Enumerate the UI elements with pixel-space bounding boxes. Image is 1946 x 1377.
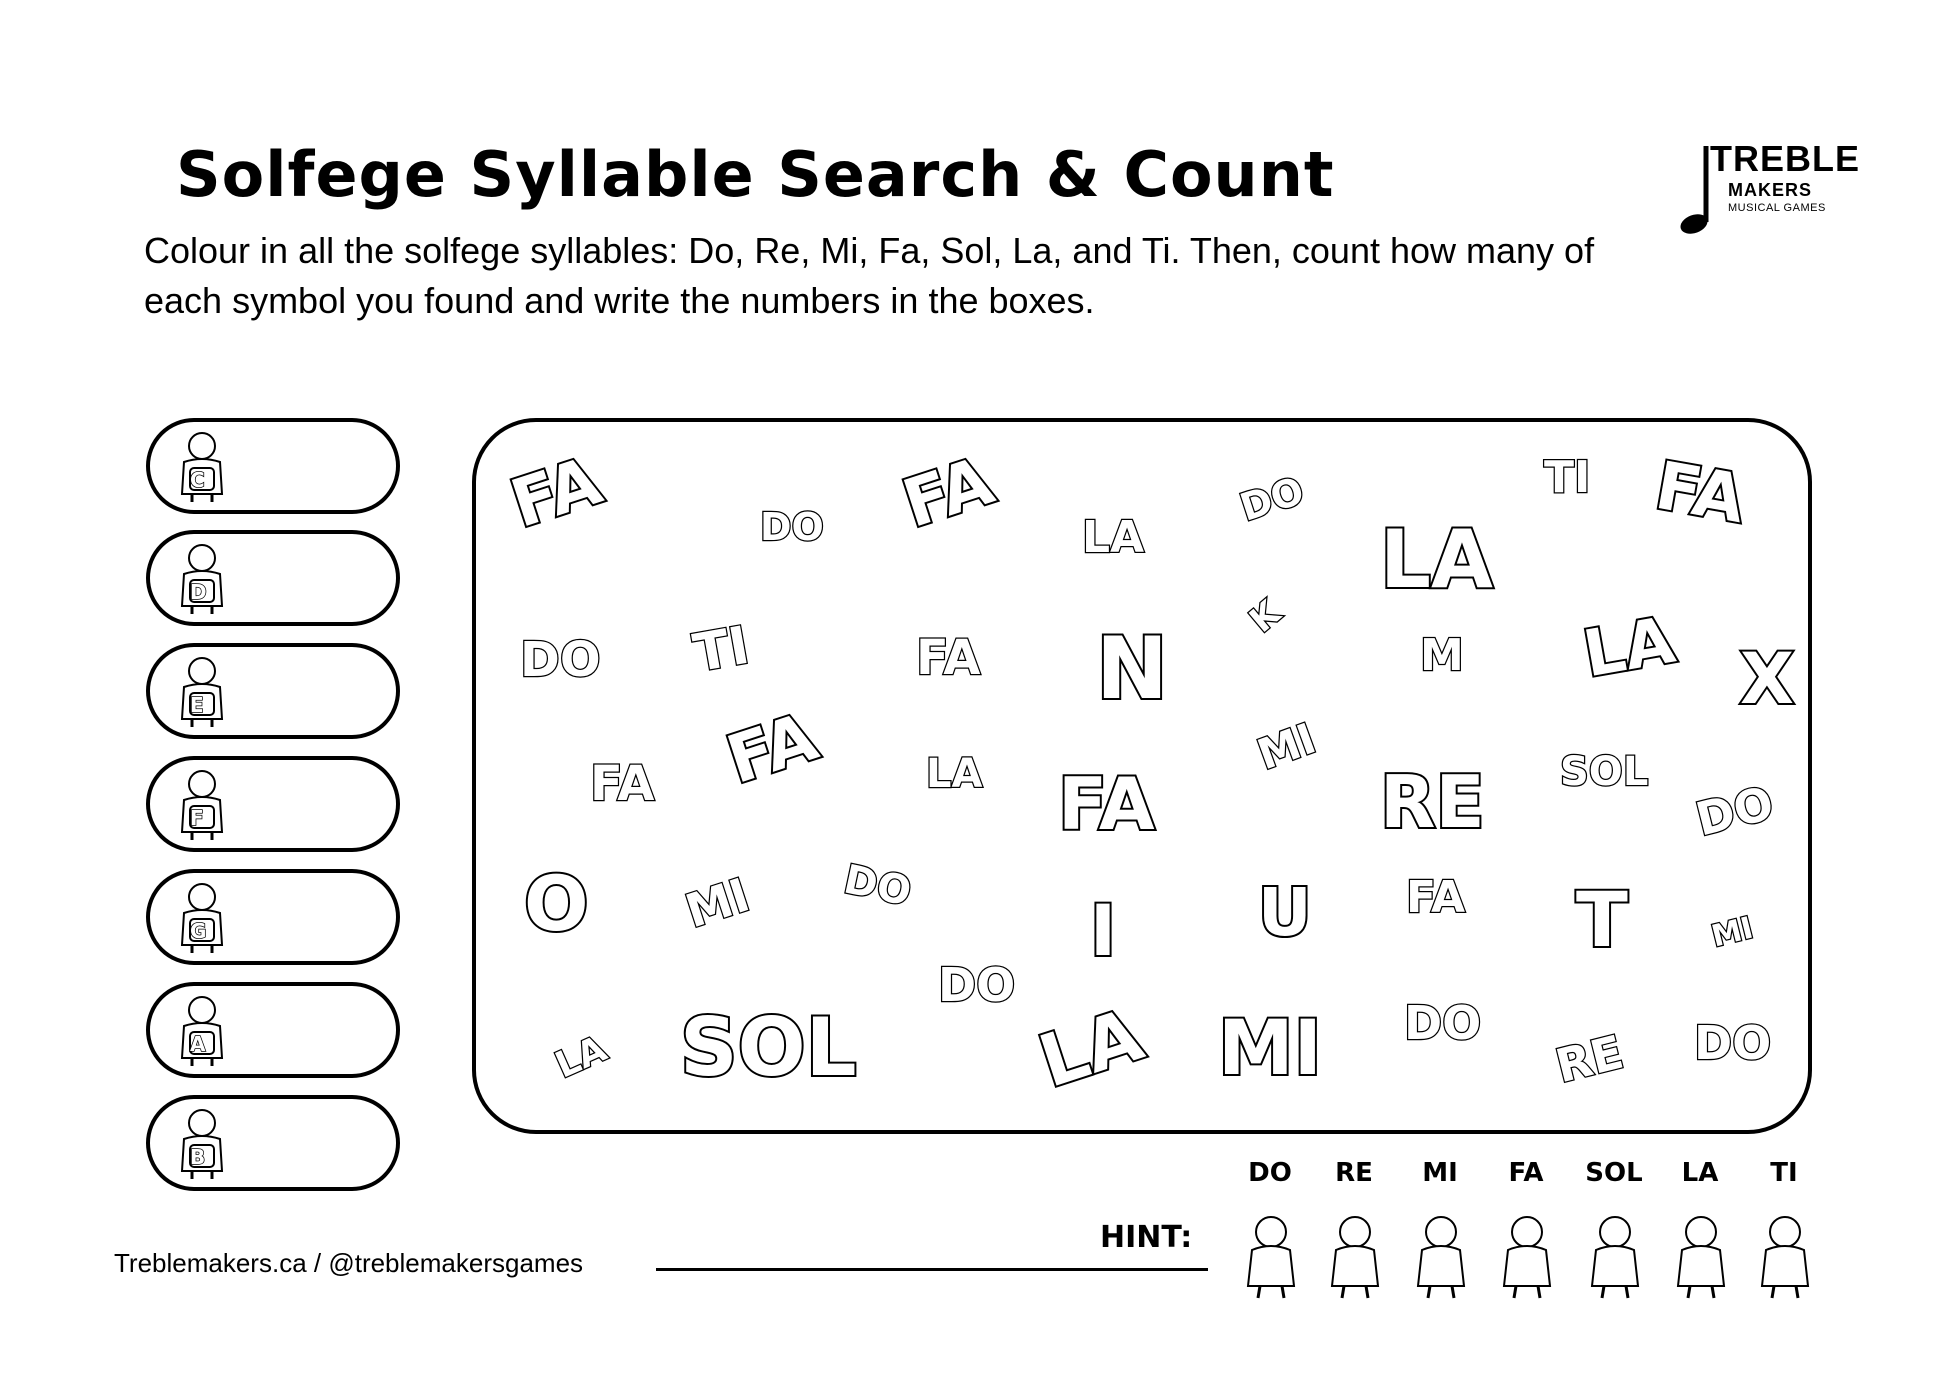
syllable-fa[interactable]: FA <box>1058 762 1155 846</box>
syllable-o[interactable]: O <box>524 859 589 948</box>
character-icon <box>164 540 240 616</box>
syllable-ti[interactable]: TI <box>689 615 754 685</box>
treblemakers-logo <box>1670 138 1860 238</box>
answer-box-f[interactable] <box>146 756 400 852</box>
syllable-mi[interactable]: MI <box>1218 1003 1322 1092</box>
syllable-do[interactable]: DO <box>1404 996 1482 1050</box>
answer-box-letter: C <box>190 468 205 492</box>
syllable-do[interactable]: DO <box>1690 775 1779 847</box>
syllable-fa[interactable]: FA <box>916 630 981 686</box>
logo-line1: TREBLE <box>1710 138 1860 179</box>
page-title: Solfege Syllable Search & Count <box>176 138 1335 211</box>
character-icon <box>1664 1210 1738 1300</box>
answer-box-g[interactable] <box>146 869 400 965</box>
answer-box-c[interactable] <box>146 418 400 514</box>
footer-rule <box>656 1268 1208 1271</box>
syllable-u[interactable]: U <box>1258 874 1312 951</box>
instructions: Colour in all the solfege syllables: Do, Re, Mi, Fa, Sol, La, and Ti. Then, count how many of each symbol you found and write the numbers in the boxes. <box>144 230 1595 321</box>
hint-label-sol: SOL <box>1585 1158 1643 1188</box>
hint-character-ti <box>1748 1210 1822 1300</box>
syllable-mi[interactable]: MI <box>679 867 756 939</box>
character-icon <box>1234 1210 1308 1300</box>
hint-character-la <box>1664 1210 1738 1300</box>
character-icon <box>164 428 240 504</box>
hint-label-la: LA <box>1681 1158 1719 1188</box>
character-icon <box>1404 1210 1478 1300</box>
character-icon <box>164 879 240 955</box>
syllable-x[interactable]: X <box>1740 638 1794 720</box>
syllable-la[interactable]: LA <box>549 1028 613 1087</box>
answer-box-a[interactable] <box>146 982 400 1078</box>
answer-box-d[interactable] <box>146 530 400 626</box>
syllable-do[interactable]: DO <box>1234 468 1310 530</box>
answer-box-letter: G <box>190 919 207 943</box>
character-icon <box>164 1105 240 1181</box>
hint-character-re <box>1318 1210 1392 1300</box>
syllable-ti[interactable]: TI <box>1544 452 1591 503</box>
character-icon <box>164 992 240 1068</box>
syllable-la[interactable]: LA <box>1029 992 1153 1104</box>
syllable-sol[interactable]: SOL <box>680 1001 857 1094</box>
answer-box-letter: B <box>190 1145 206 1169</box>
hint-label-ti: TI <box>1770 1158 1798 1188</box>
footer-credit: Treblemakers.ca / @treblemakersgames <box>114 1248 584 1278</box>
syllable-fa[interactable]: FA <box>718 698 827 799</box>
syllable-sol[interactable]: SOL <box>1560 749 1649 795</box>
hint-label-fa: FA <box>1508 1158 1544 1188</box>
hint-label-do: DO <box>1248 1158 1292 1188</box>
character-icon <box>1578 1210 1652 1300</box>
syllable-do[interactable]: DO <box>520 632 601 688</box>
syllable-n[interactable]: N <box>1096 619 1168 719</box>
hint-character-fa <box>1490 1210 1564 1300</box>
syllable-la[interactable]: LA <box>1578 603 1681 693</box>
answer-box-letter: A <box>190 1032 206 1056</box>
answer-box-e[interactable] <box>146 643 400 739</box>
syllable-fa[interactable]: FA <box>894 442 1003 543</box>
hint-character-do <box>1234 1210 1308 1300</box>
logo-line2: MAKERS <box>1728 180 1813 200</box>
syllable-do[interactable]: DO <box>760 505 824 549</box>
answer-box-letter: D <box>190 580 207 604</box>
hint-label: HINT: <box>1100 1220 1193 1255</box>
syllable-i[interactable]: I <box>1090 890 1117 972</box>
syllable-fa[interactable]: FA <box>590 756 655 812</box>
syllable-mi[interactable]: MI <box>1708 910 1757 955</box>
syllable-do[interactable]: DO <box>839 856 916 916</box>
character-icon <box>1318 1210 1392 1300</box>
syllable-m[interactable]: M <box>1420 630 1464 681</box>
syllable-re[interactable]: RE <box>1380 760 1485 844</box>
syllable-la[interactable]: LA <box>1082 512 1145 563</box>
hint-label-re: RE <box>1335 1158 1373 1188</box>
hint-character-mi <box>1404 1210 1478 1300</box>
answer-box-b[interactable] <box>146 1095 400 1191</box>
character-icon <box>1748 1210 1822 1300</box>
syllable-la[interactable]: LA <box>1380 513 1493 606</box>
syllable-re[interactable]: RE <box>1550 1024 1629 1094</box>
character-icon <box>164 766 240 842</box>
character-icon <box>1490 1210 1564 1300</box>
character-icon <box>164 653 240 729</box>
hint-character-sol <box>1578 1210 1652 1300</box>
syllable-k[interactable]: K <box>1242 593 1289 641</box>
hint-label-mi: MI <box>1422 1158 1458 1188</box>
syllable-do[interactable]: DO <box>1694 1016 1772 1070</box>
syllable-la[interactable]: LA <box>926 751 983 797</box>
syllable-do[interactable]: DO <box>938 958 1016 1012</box>
syllable-t[interactable]: T <box>1576 875 1628 964</box>
answer-box-letter: E <box>190 693 204 717</box>
syllable-fa[interactable]: FA <box>1406 872 1466 923</box>
answer-box-letter: F <box>190 806 204 830</box>
syllable-mi[interactable]: MI <box>1251 713 1322 780</box>
logo-line3: MUSICAL GAMES <box>1728 202 1826 214</box>
syllable-fa[interactable]: FA <box>1650 446 1751 539</box>
syllable-fa[interactable]: FA <box>502 442 611 543</box>
